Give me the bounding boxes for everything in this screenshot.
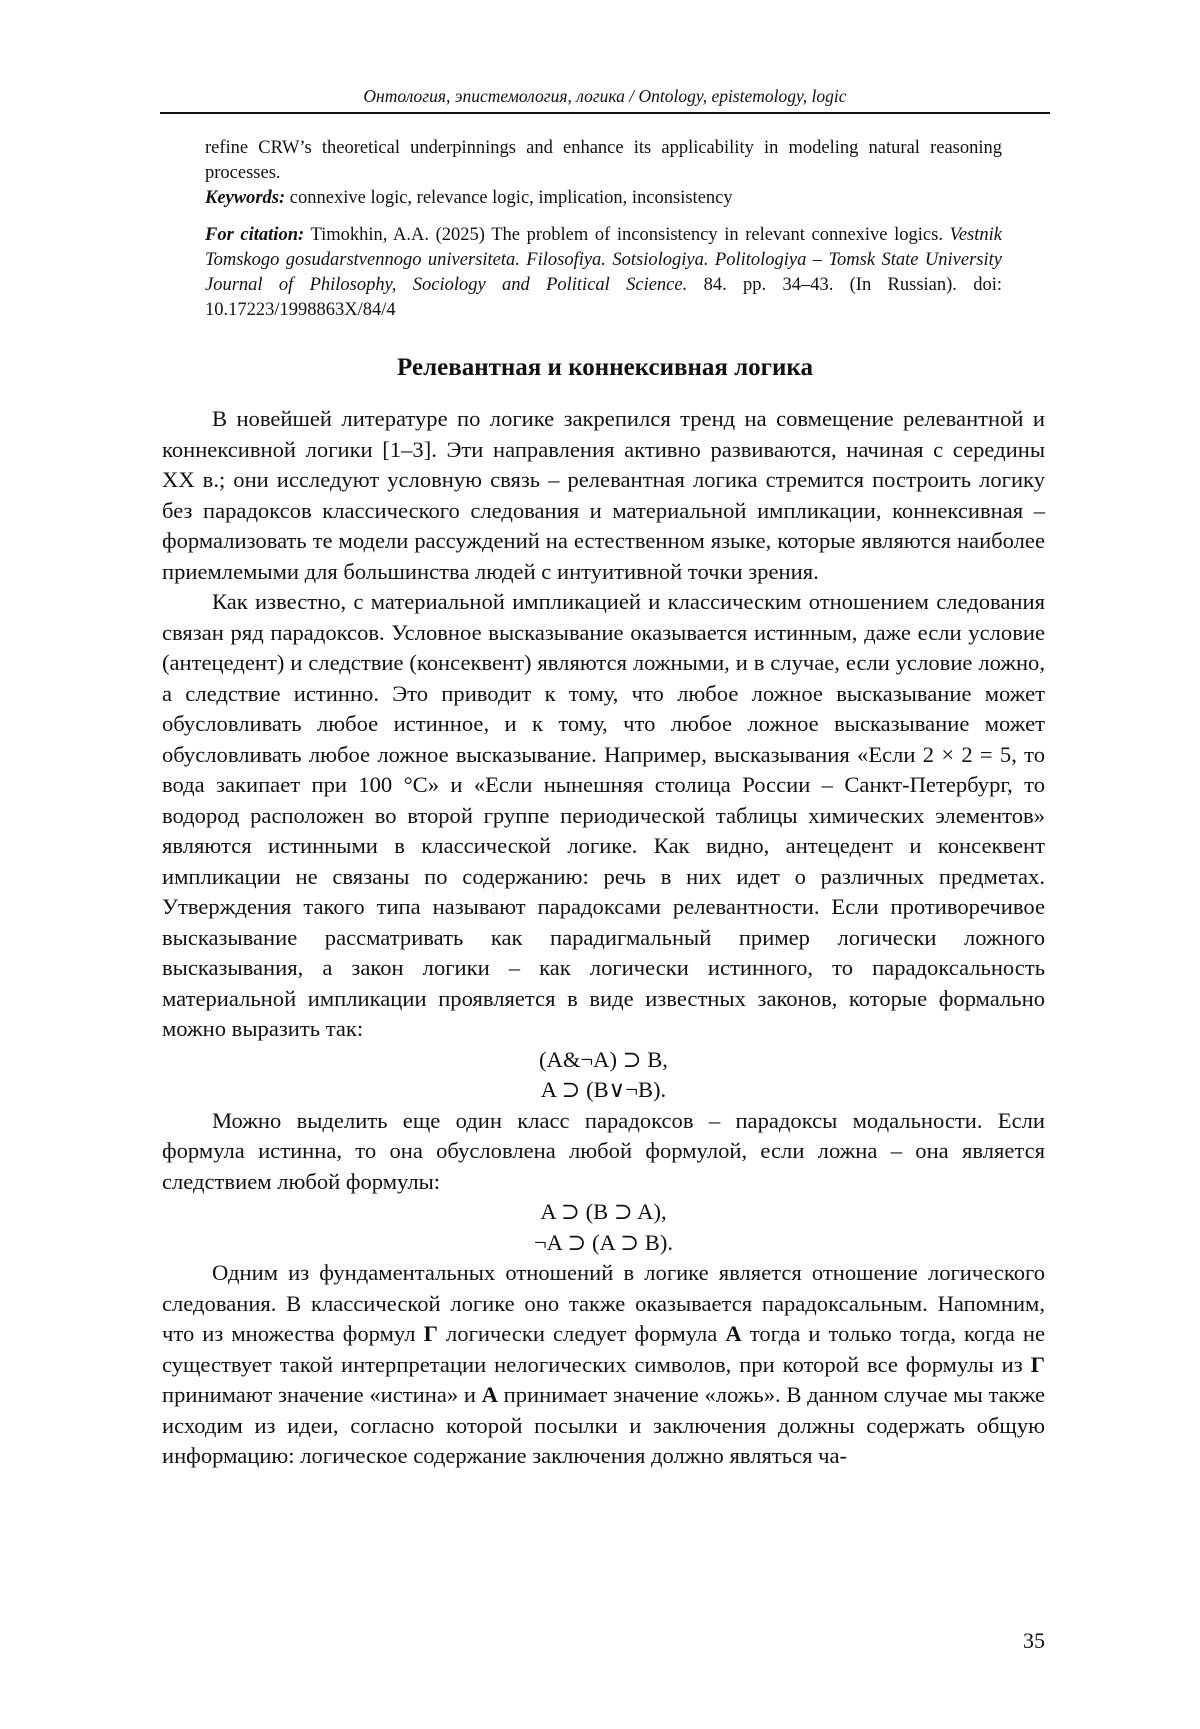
citation-authors: Timokhin, A.A. (2025) The problem of inconsistency in relevant connexive logics. bbox=[310, 225, 943, 245]
p4-part-c: тогда и только тогда, когда не существует такой интерпретации нелогических символов, при которой все формулы из bbox=[162, 1321, 1046, 1377]
gamma-symbol: Г bbox=[1030, 1351, 1045, 1377]
keywords-text: connexive logic, relevance logic, implication, inconsistency bbox=[289, 188, 733, 208]
paragraph-1: В новейшей литературе по логике закрепился тренд на совмещение релевантной и коннексивной логики [1–3]. Эти направления активно развиваются, начиная с середины XX в.; они исследуют условную связь – релевантная логика стремится построить логику без парадоксов классического следования и материальной импликации, коннексивная – формализовать те модели рассуждений на естественном языке, которые являются наиболее приемлемыми для большинства людей с интуитивной точки зрения. bbox=[162, 406, 1045, 584]
header-rule bbox=[160, 112, 1050, 114]
paragraph-3: Можно выделить еще один класс парадоксов – парадоксы модальности. Если формула истинна, то она обусловлена любой формулой, если ложна – она является следствием любой формулы: bbox=[162, 1107, 1045, 1194]
section-title: Релевантная и коннексивная логика bbox=[397, 354, 813, 381]
keywords-label: Keywords: bbox=[205, 188, 286, 208]
paragraph-2: Как известно, с материальной импликацией и классическим отношением следования связан ряд парадоксов. Условное высказывание оказывается истинным, даже если условие (антецедент) и следствие (консеквент) являются ложными, и в случае, если условие ложно, а следствие истинно. Это приводит к тому, что любое ложное высказывание может обусловливать любое истинное, и к тому, что любое ложное высказывание может обусловливать любое ложное высказывание. Например, высказывания «Если 2 × 2 = 5, то вода закипает при 100 °C» и «Если нынешняя столица России – Санкт-Петербург, то водород расположен во второй группе периодической таблицы химических элементов» являются истинными в классической логике. Как видно, антецедент и консеквент импликации не связаны по содержанию: речь в них идет о различных предметах. Утверждения такого типа называют парадоксами релевантности. Если противоречивое высказывание рассматривать как парадигмальный пример логически ложного высказывания, а закон логики – как логически истинного, то парадоксальность материальной импликации проявляется в виде известных законов, которые формально можно выразить так: bbox=[162, 589, 1045, 1041]
formula-block-2 bbox=[162, 1197, 1045, 1258]
citation-block bbox=[205, 223, 1002, 323]
citation-details: 84. pp. 34–43. (In Russian). doi: 10.17223/1998863X/84/4 bbox=[205, 275, 1003, 320]
running-header: Онтология, эпистемология, логика / Ontology, epistemology, logic bbox=[363, 86, 847, 106]
formula-a-symbol: A bbox=[481, 1382, 498, 1407]
p4-part-b: логически следует формула bbox=[446, 1321, 718, 1346]
abstract-tail: refine CRW’s theoretical underpinnings and enhance its applicability in modeling natural reasoning processes. bbox=[205, 138, 1002, 183]
formula-2: A ⊃ (B∨¬B). bbox=[540, 1077, 667, 1102]
body-text bbox=[162, 404, 1045, 1472]
p4-part-a: Одним из фундаментальных отношений в логике является отношение логического следования. В классической логике оно также оказывается парадоксальным. Напомним, что из множества формул bbox=[162, 1260, 1045, 1346]
keywords-line bbox=[205, 186, 1002, 211]
formula-4: ¬A ⊃ (A ⊃ B). bbox=[533, 1229, 674, 1255]
p4-part-d: принимают значение «истина» и bbox=[162, 1382, 476, 1407]
gamma-symbol: Г bbox=[423, 1321, 438, 1346]
formula-a-symbol: A bbox=[725, 1321, 742, 1346]
abstract-block bbox=[205, 136, 1002, 323]
formula-1: (A&¬A) ⊃ B, bbox=[539, 1046, 668, 1072]
paragraph-4 bbox=[162, 1258, 1045, 1472]
page-number: 35 bbox=[1023, 1628, 1045, 1653]
p4-part-e: принимает значение «ложь». В данном случае мы также исходим из идеи, согласно которой посылки и заключения должны содержать общую информацию: логическое содержание заключения должно являться ча- bbox=[162, 1382, 1045, 1468]
citation-label: For citation: bbox=[205, 225, 305, 245]
citation-journal: Vestnik Tomskogo gosudarstvennogo universiteta. Filosofiya. Sotsiologiya. Politologiya – Tomsk State University Journal of Philosophy, Sociology and Political Science. bbox=[205, 225, 1002, 295]
formula-block-1 bbox=[162, 1045, 1045, 1106]
formula-3: A ⊃ (B ⊃ A), bbox=[540, 1199, 667, 1224]
